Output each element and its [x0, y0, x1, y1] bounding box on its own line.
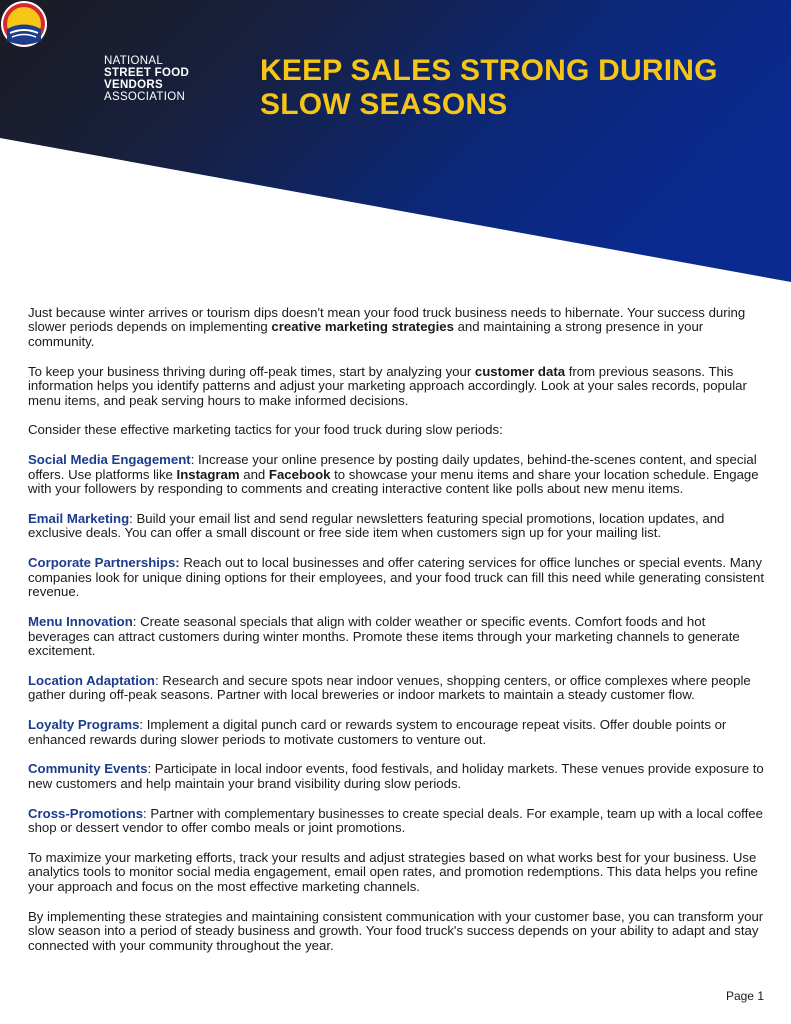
tactic-text: : Implement a digital punch card or rewards system to encourage repeat visits. Offer double points or enhanced rewards during slower periods to motivate customers to venture out. [28, 717, 727, 747]
tactic-text: : Research and secure spots near indoor venues, shopping centers, or office complexes where people gather during off-peak seasons. Partner with local breweries or indoor markets to maintain a steady customer flow. [28, 672, 751, 703]
intro-p1-text-b: and maintaining a strong presence in your community. [28, 319, 704, 349]
tactic-heading: Community Events [28, 761, 148, 777]
facebook-bold: Facebook [268, 466, 331, 482]
article-body [28, 306, 768, 969]
tactic-text: and [239, 466, 269, 482]
tactic-cross-promotions [28, 807, 768, 836]
tactic-menu-innovation [28, 615, 768, 658]
logo-line-street-food: STREET FOOD [104, 67, 190, 79]
tactic-text: : Partner with complementary businesses to create special deals. For example, team up with a local coffee shop or dessert vendor to offer combo meals or joint promotions. [28, 805, 763, 836]
association-logo [0, 0, 48, 48]
tactic-loyalty-programs [28, 718, 768, 747]
instagram-bold: Instagram [176, 466, 240, 482]
logo-line-association: ASSOCIATION [104, 91, 186, 103]
logo-line-national: NATIONAL [104, 55, 164, 67]
tactic-community-events [28, 762, 768, 791]
tactic-email-marketing [28, 512, 768, 541]
tactic-corporate-partnerships [28, 556, 768, 599]
tactic-text: to showcase your menu items and share your location schedule. Engage with your followers by responding to comments and creating interactive content like polls about new menu items. [28, 466, 759, 497]
intro-p2-text-b: from previous seasons. This information helps you identify patterns and adjust your marketing approach accordingly. Look at your sales records, popular menu items, and peak serving hours to make informed decisions. [28, 363, 747, 408]
tactic-text: : Increase your online presence by posting daily updates, behind-the-scenes content, and special offers. Use platforms like [28, 452, 757, 482]
page-title: KEEP SALES STRONG DURING SLOW SEASONS [260, 54, 718, 121]
intro-paragraph-3: Consider these effective marketing tactics for your food truck during slow periods: [28, 422, 503, 438]
tactic-text: : Participate in local indoor events, food festivals, and holiday markets. These venues provide exposure to new customers and help maintain your brand visibility during slow periods. [28, 761, 764, 791]
logo-wordmark [104, 55, 189, 103]
tactic-heading: Menu Innovation [28, 614, 133, 630]
intro-p1-text-a: Just because winter arrives or tourism dips doesn't mean your food truck business needs to hibernate. Your success during slower periods depends on implementing [28, 305, 746, 335]
closing-paragraph-1: To maximize your marketing efforts, track your results and adjust strategies based on what works best for your business. Use analytics tools to monitor social media engagement, email open rates, and promotion redemptions. This data helps you refine your approach and focus on the most effective marketing channels. [28, 850, 758, 894]
header-background [0, 0, 791, 300]
tactic-text: Reach out to local businesses and offer catering services for office lunches or special events. Many companies look for unique dining options for their employees, and your food truck can fill this need while generating consistent revenue. [28, 555, 765, 600]
intro-p2-text-a: To keep your business thriving during off-peak times, start by analyzing your [28, 363, 475, 379]
header-banner [0, 0, 791, 300]
logo-line-vendors: VENDORS [104, 79, 163, 91]
intro-paragraph-2 [28, 365, 768, 408]
intro-p1-bold: creative marketing strategies [271, 319, 454, 335]
intro-paragraph-1 [28, 306, 768, 349]
tactic-heading: Social Media Engagement [28, 452, 191, 468]
page-number: Page 1 [725, 989, 764, 1003]
tactic-heading: Email Marketing [28, 511, 130, 527]
tactic-location-adaptation [28, 674, 768, 703]
closing-paragraph-2: By implementing these strategies and maintaining consistent communication with your customer base, you can transform your slow season into a period of steady business and growth. Your food truck's success depends on your ability to adapt and stay connected with your community throughout the year. [28, 908, 764, 953]
intro-p2-bold: customer data [474, 363, 566, 379]
tactic-social-media [28, 453, 768, 496]
tactic-heading: Cross-Promotions [28, 805, 144, 821]
tactic-heading: Location Adaptation [28, 672, 155, 688]
tactic-heading: Loyalty Programs [28, 717, 140, 733]
tactic-text: : Create seasonal specials that align with colder weather or specific events. Comfort foods and hot beverages can attract customers during winter months. Promote these items through your marketing channels to generate excitement. [28, 614, 740, 658]
tactic-text: : Build your email list and send regular newsletters featuring special promotions, location updates, and exclusive deals. You can offer a small discount or free side item when customers sign up for your mailing list. [28, 511, 725, 541]
tactic-heading: Corporate Partnerships: [28, 555, 180, 571]
